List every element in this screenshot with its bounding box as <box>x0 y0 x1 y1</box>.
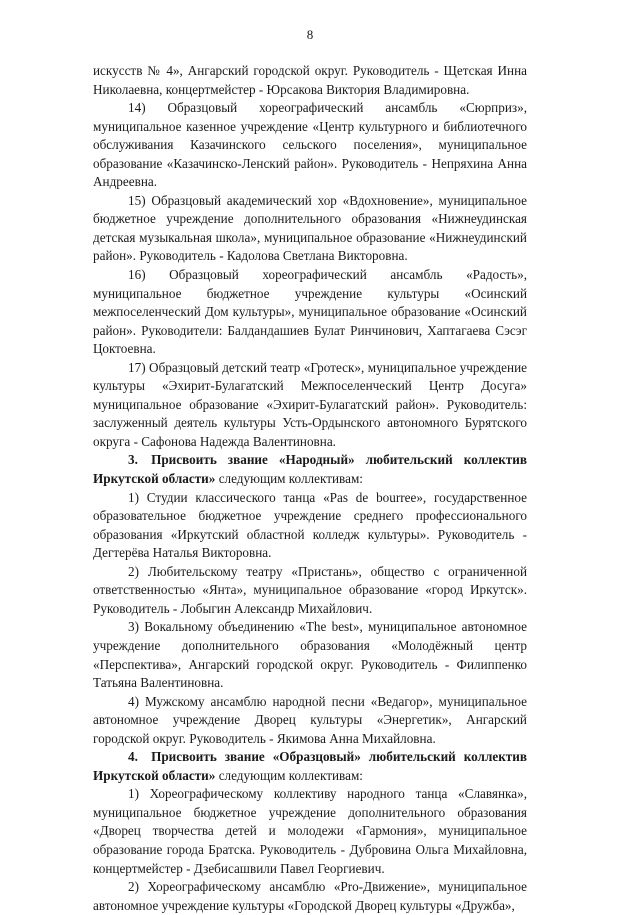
text-run: следующим коллективам: <box>215 471 363 487</box>
p-item-17 <box>93 359 527 452</box>
text-run: 4) Мужскому ансамблю народной песни «Ведагор», муниципальное автономное учреждение Дворец культуры «Энергетик», Ангарский городской округ. Руководитель - Якимова Анна Михайловна. <box>93 693 527 746</box>
p-s3-item-2 <box>93 563 527 619</box>
text-run: 1) Студии классического танца «Pas de bourree», государственное образовательное бюджетное учреждение среднего профессионального образования «Иркутский областной колледж культуры». Руководитель - Дегтерёва Наталья Викторовна. <box>93 489 527 561</box>
bold-run: 3. <box>128 452 138 468</box>
text-run: 17) Образцовый детский театр «Гротеск», муниципальное учреждение культуры «Эхирит-Булагатский Межпоселенческий Центр Досуга» муниципальное образование «Эхирит-Булагатский район». Руководитель: заслуженный деятель культуры Усть-Ордынского автономного Бурятского округа - Сафонова Надежда Валентиновна. <box>93 359 527 449</box>
text-run: 15) Образцовый академический хор «Вдохновение», муниципальное бюджетное учреждение дополнительного образования «Нижнеудинская детская музыкальная школа», муниципальное образование «Нижнеудинский район». Руководитель - Кадолова Светлана Викторовна. <box>93 192 527 264</box>
text-run <box>138 452 151 467</box>
text-run: 16) Образцовый хореографический ансамбль «Радость», муниципальное бюджетное учреждение культуры «Осинский межпоселенческий Дом культуры», муниципальное образование «Осинский район». Руководители: Балдандашиев Булат Ринчинович, Хаптагаева Сэсэг Цоктоевна. <box>93 267 527 357</box>
bold-run: 4. <box>128 749 138 765</box>
p-s4-item-2 <box>93 878 527 915</box>
p-s3-item-4 <box>93 693 527 749</box>
bold-run: Присвоить звание «Образцовый» любительский коллектив Иркутской области» <box>93 749 527 783</box>
p-item-16 <box>93 266 527 359</box>
text-run: 2) Хореографическому ансамблю «Pro-Движение», муниципальное автономное учреждение культуры «Городской Дворец культуры «Дружба», <box>93 879 527 913</box>
p-continued-13 <box>93 62 527 99</box>
page-number: 8 <box>306 27 314 42</box>
p-s3-item-3 <box>93 618 527 692</box>
bold-run: Присвоить звание «Народный» любительский коллектив Иркутской области» <box>93 452 527 487</box>
text-run: 14) Образцовый хореографический ансамбль «Сюрприз», муниципальное казенное учреждение «Центр культурного и библиотечного обслуживания Казачинского сельского поселения», муниципальное образование «Казачинско-Ленский район». Руководитель - Непряхина Анна Андреевна. <box>93 100 527 190</box>
text-run: искусств № 4», Ангарский городской округ. Руководитель - Щетская Инна Николаевна, концертмейстер - Юрсакова Виктория Владимировна. <box>93 63 527 97</box>
p-s3-item-1 <box>93 489 527 563</box>
p-section-3 <box>93 451 527 488</box>
text-run: 2) Любительскому театру «Пристань», общество с ограниченной ответственностью «Янта», муниципальное образование «город Иркутск». Руководитель - Лобыгин Александр Михайлович. <box>93 563 527 616</box>
document-body <box>93 62 527 915</box>
text-run: 3) Вокальному объединению «The best», муниципальное автономное учреждение дополнительного образования «Молодёжный центр «Перспектива», Ангарский городской округ. Руководитель - Филиппенко Татьяна Валентиновна. <box>93 619 527 691</box>
text-run <box>138 749 151 764</box>
p-section-4 <box>93 748 527 785</box>
p-s4-item-1 <box>93 785 527 878</box>
p-item-15 <box>93 192 527 266</box>
text-run: 1) Хореографическому коллективу народного танца «Славянка», муниципальное бюджетное учреждение дополнительного образования «Дворец творчества детей и молодежи «Гармония», муниципальное образование города Братска. Руководитель - Дубровина Ольга Михайловна, концертмейстер - Дзебисашвили Павел Георгиевич. <box>93 786 527 876</box>
p-item-14 <box>93 99 527 192</box>
text-run: следующим коллективам: <box>215 767 363 783</box>
